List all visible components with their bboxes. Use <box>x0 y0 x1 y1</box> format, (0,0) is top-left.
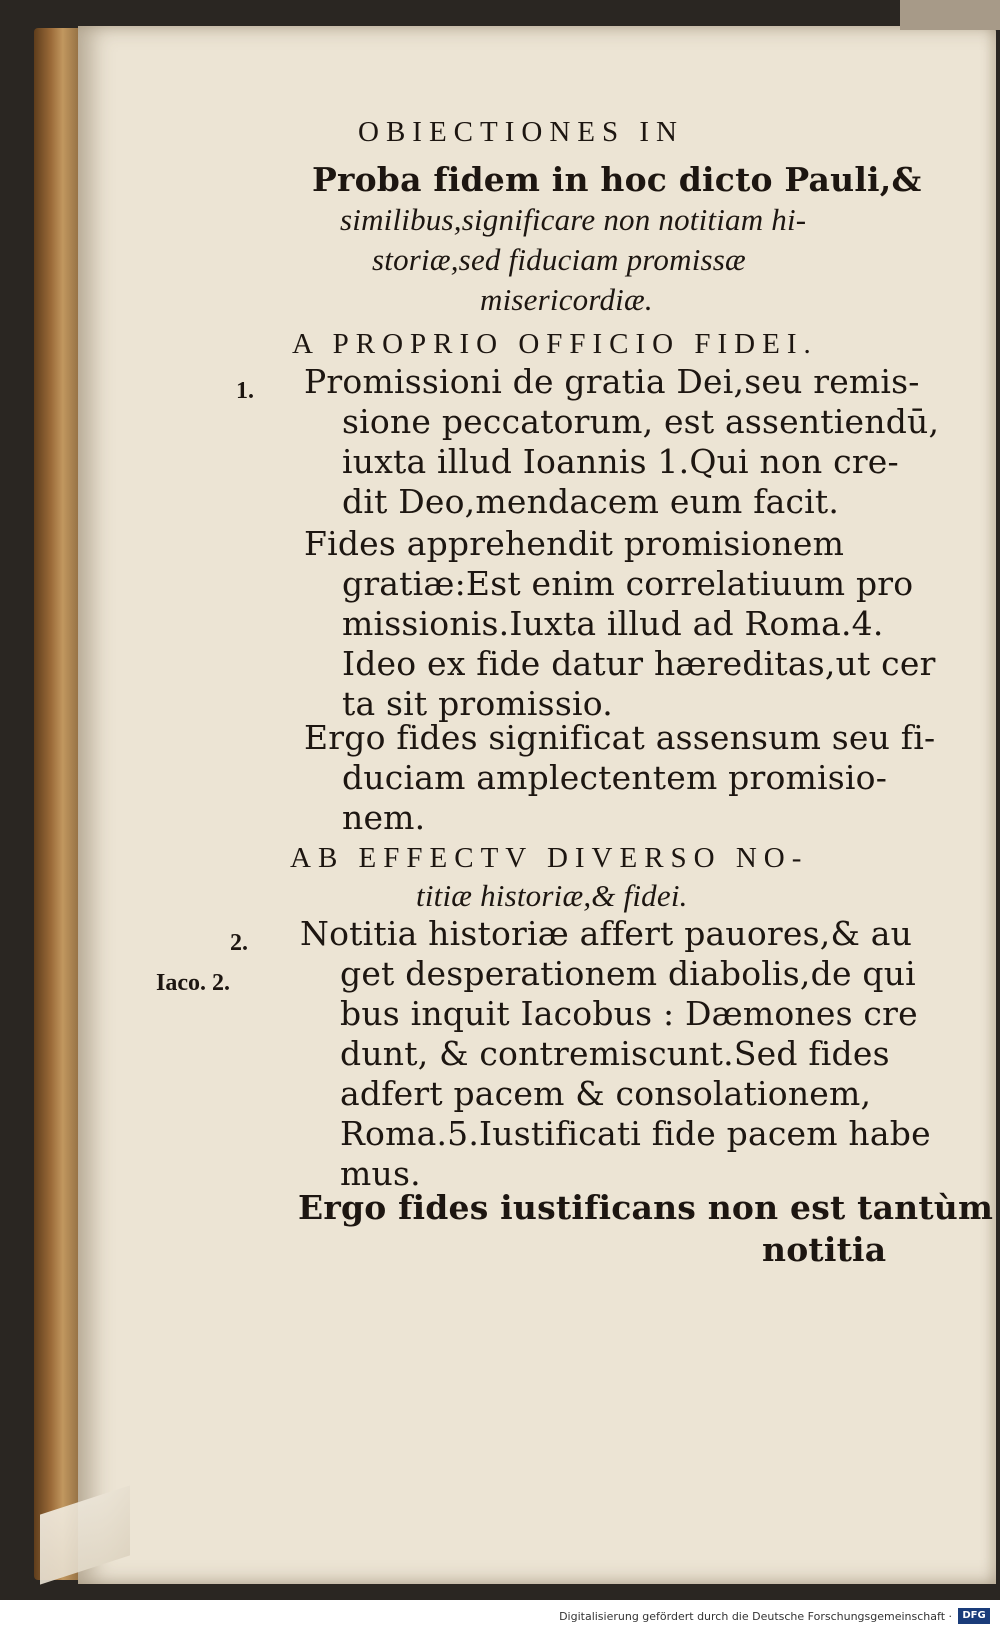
para5-line2: get desperationem diabolis,de qui <box>340 954 916 993</box>
para1-line4: misericordiæ. <box>480 282 653 317</box>
para3-line1: Fides apprehendit promisionem <box>304 524 845 563</box>
margin-number-2: 2. <box>230 930 248 956</box>
para3-line2: gratiæ:Est enim correlatiuum pro <box>342 564 914 603</box>
para5-line7: mus. <box>340 1154 421 1193</box>
para3-line3: missionis.Iuxta illud ad Roma.4. <box>342 604 884 643</box>
para4-line2: duciam amplectentem promisio- <box>342 758 888 797</box>
para3-line5: ta sit promissio. <box>342 684 613 723</box>
heading-ab-effectu-line1: AB EFFECTV DIVERSO NO- <box>290 842 809 874</box>
para1-line2: similibus,significare non notitiam hi- <box>340 202 807 237</box>
para2-line2: sione peccatorum, est assentiendū, <box>342 402 940 441</box>
para5-line3: bus inquit Iacobus : Dæmones cre <box>340 994 918 1033</box>
digitization-footer <box>0 1600 1000 1641</box>
margin-number-1: 1. <box>236 378 254 404</box>
para2-line1: Promissioni de gratia Dei,seu remis- <box>304 362 920 401</box>
para1-line1: Proba fidem in hoc dicto Pauli,& <box>312 160 922 199</box>
para4-line1: Ergo fides significat assensum seu fi- <box>304 718 936 757</box>
para2-line3: iuxta illud Ioannis 1.Qui non cre- <box>342 442 899 481</box>
para3-line4: Ideo ex fide datur hæreditas,ut cer <box>342 644 936 683</box>
heading-ab-effectu-line2: titiæ historiæ,& fidei. <box>416 878 688 913</box>
para5-line4: dunt, & contremiscunt.Sed fides <box>340 1034 890 1073</box>
para4-line3: nem. <box>342 798 426 837</box>
margin-reference-iaco: Iaco. 2. <box>156 970 230 996</box>
para1-line3: storiæ,sed fiduciam promissæ <box>372 242 746 277</box>
footer-credit: Digitalisierung gefördert durch die Deutsche Forschungsgemeinschaft · <box>559 1610 952 1623</box>
dfg-logo: DFG <box>958 1608 990 1624</box>
para5-line6: Roma.5.Iustificati fide pacem habe <box>340 1114 931 1153</box>
para6-line1: Ergo fides iustificans non est tantùm <box>298 1188 994 1227</box>
heading-proprio-officio: A PROPRIO OFFICIO FIDEI. <box>292 328 818 360</box>
para5-line5: adfert pacem & consolationem, <box>340 1074 872 1113</box>
running-head: OBIECTIONES IN <box>358 116 684 148</box>
para5-line1: Notitia historiæ affert pauores,& au <box>300 914 913 953</box>
para2-line4: dit Deo,mendacem eum facit. <box>342 482 840 521</box>
page-corner-tab <box>900 0 1000 30</box>
catchword: notitia <box>762 1230 887 1269</box>
book-edge <box>34 28 82 1580</box>
